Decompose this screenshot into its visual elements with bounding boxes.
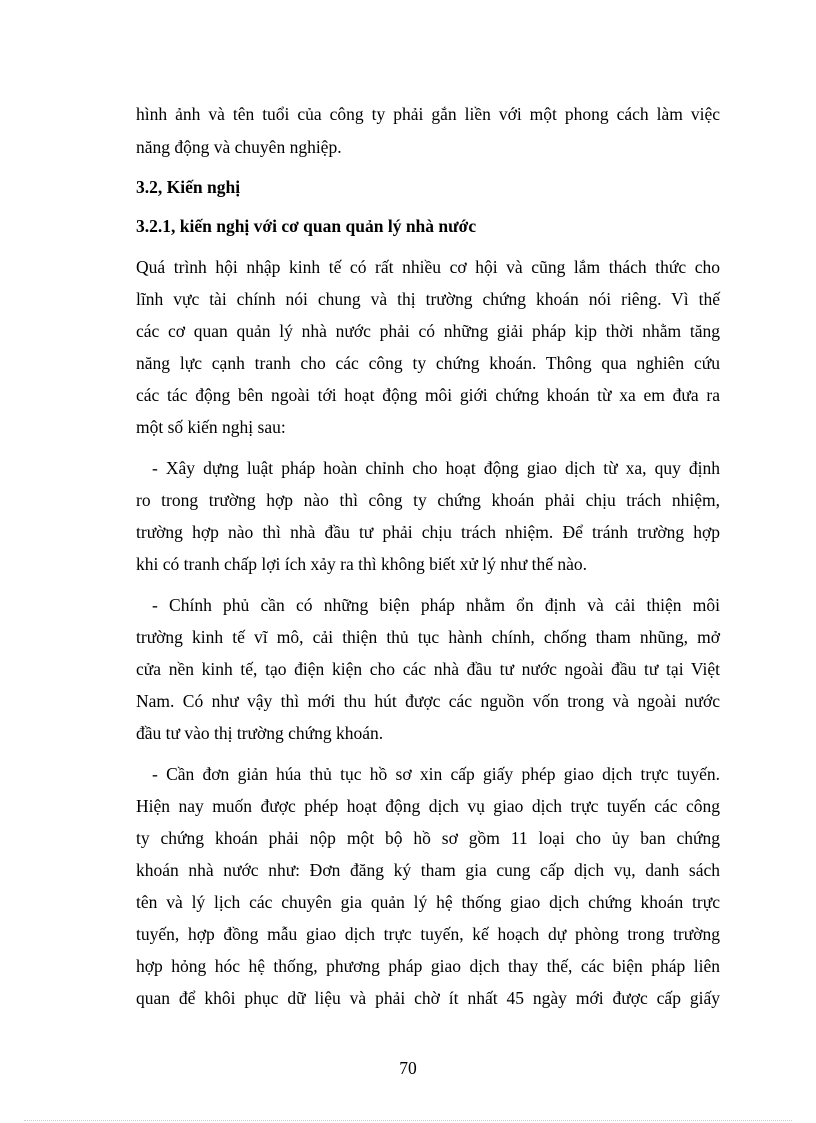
bullet-line: - Xây dựng luật pháp hoàn chỉnh cho hoạt động giao dịch từ xa, quy định (152, 458, 720, 478)
paragraph-line: năng lực cạnh tranh cho các công ty chứng khoán. Thông qua nghiên cứu (136, 353, 720, 373)
bullet-line: Hiện nay muốn được phép hoạt động dịch vụ giao dịch trực tuyến các công (136, 796, 720, 816)
page-bottom-divider (24, 1120, 792, 1121)
bullet-line: quan để khôi phục dữ liệu và phải chờ ít nhất 45 ngày mới được cấp giấy (136, 988, 720, 1008)
bullet-line: ro trong trường hợp nào thì công ty chứng khoán phải chịu trách nhiệm, (136, 490, 720, 510)
section-heading: 3.2, Kiến nghị (136, 177, 241, 197)
intro-line: hình ảnh và tên tuổi của công ty phải gắn liền với một phong cách làm việc (136, 104, 720, 124)
bullet-line: trường hợp nào thì nhà đầu tư phải chịu trách nhiệm. Để tránh trường hợp (136, 522, 720, 542)
bullet-line: tuyến, hợp đồng mẫu giao dịch trực tuyến, kế hoạch dự phòng trong trường (136, 924, 720, 944)
bullet-line: - Cần đơn giản húa thủ tục hồ sơ xin cấp giấy phép giao dịch trực tuyến. (152, 764, 720, 784)
bullet-line: cửa nền kinh tế, tạo điện kiện cho các nhà đầu tư nước ngoài đầu tư tại Việt (136, 659, 720, 679)
bullet-line: hợp hỏng hóc hệ thống, phương pháp giao dịch thay thế, các biện pháp liên (136, 956, 720, 976)
bullet-line: khoán nhà nước như: Đơn đăng ký tham gia cung cấp dịch vụ, danh sách (136, 860, 720, 880)
bullet-line: - Chính phủ cần có những biện pháp nhằm ổn định và cải thiện môi (152, 595, 720, 615)
paragraph-line: một số kiến nghị sau: (136, 417, 286, 437)
bullet-line: ty chứng khoán phải nộp một bộ hồ sơ gồm 11 loại cho ủy ban chứng (136, 828, 720, 848)
subsection-heading: 3.2.1, kiến nghị với cơ quan quản lý nhà nước (136, 216, 477, 236)
bullet-line: trường kinh tế vĩ mô, cải thiện thủ tục hành chính, chống tham nhũng, mở (136, 627, 720, 647)
bullet-line: tên và lý lịch các chuyên gia quản lý hệ thống giao dịch chứng khoán trực (136, 892, 720, 912)
page-number: 70 (399, 1058, 417, 1078)
paragraph-line: các cơ quan quản lý nhà nước phải có những giải pháp kịp thời nhằm tăng (136, 321, 720, 341)
paragraph-line: Quá trình hội nhập kinh tế có rất nhiều cơ hội và cũng lắm thách thức cho (136, 257, 720, 277)
bullet-line: đầu tư vào thị trường chứng khoán. (136, 723, 384, 743)
intro-line: năng động và chuyên nghiệp. (136, 137, 342, 157)
paragraph-line: lĩnh vực tài chính nói chung và thị trường chứng khoán nói riêng. Vì thế (136, 289, 720, 309)
bullet-line: khi có tranh chấp lợi ích xảy ra thì không biết xử lý như thế nào. (136, 554, 588, 574)
bullet-line: Nam. Có như vậy thì mới thu hút được các nguồn vốn trong và ngoài nước (136, 691, 720, 711)
paragraph-line: các tác động bên ngoài tới hoạt động môi giới chứng khoán từ xa em đưa ra (136, 385, 720, 405)
